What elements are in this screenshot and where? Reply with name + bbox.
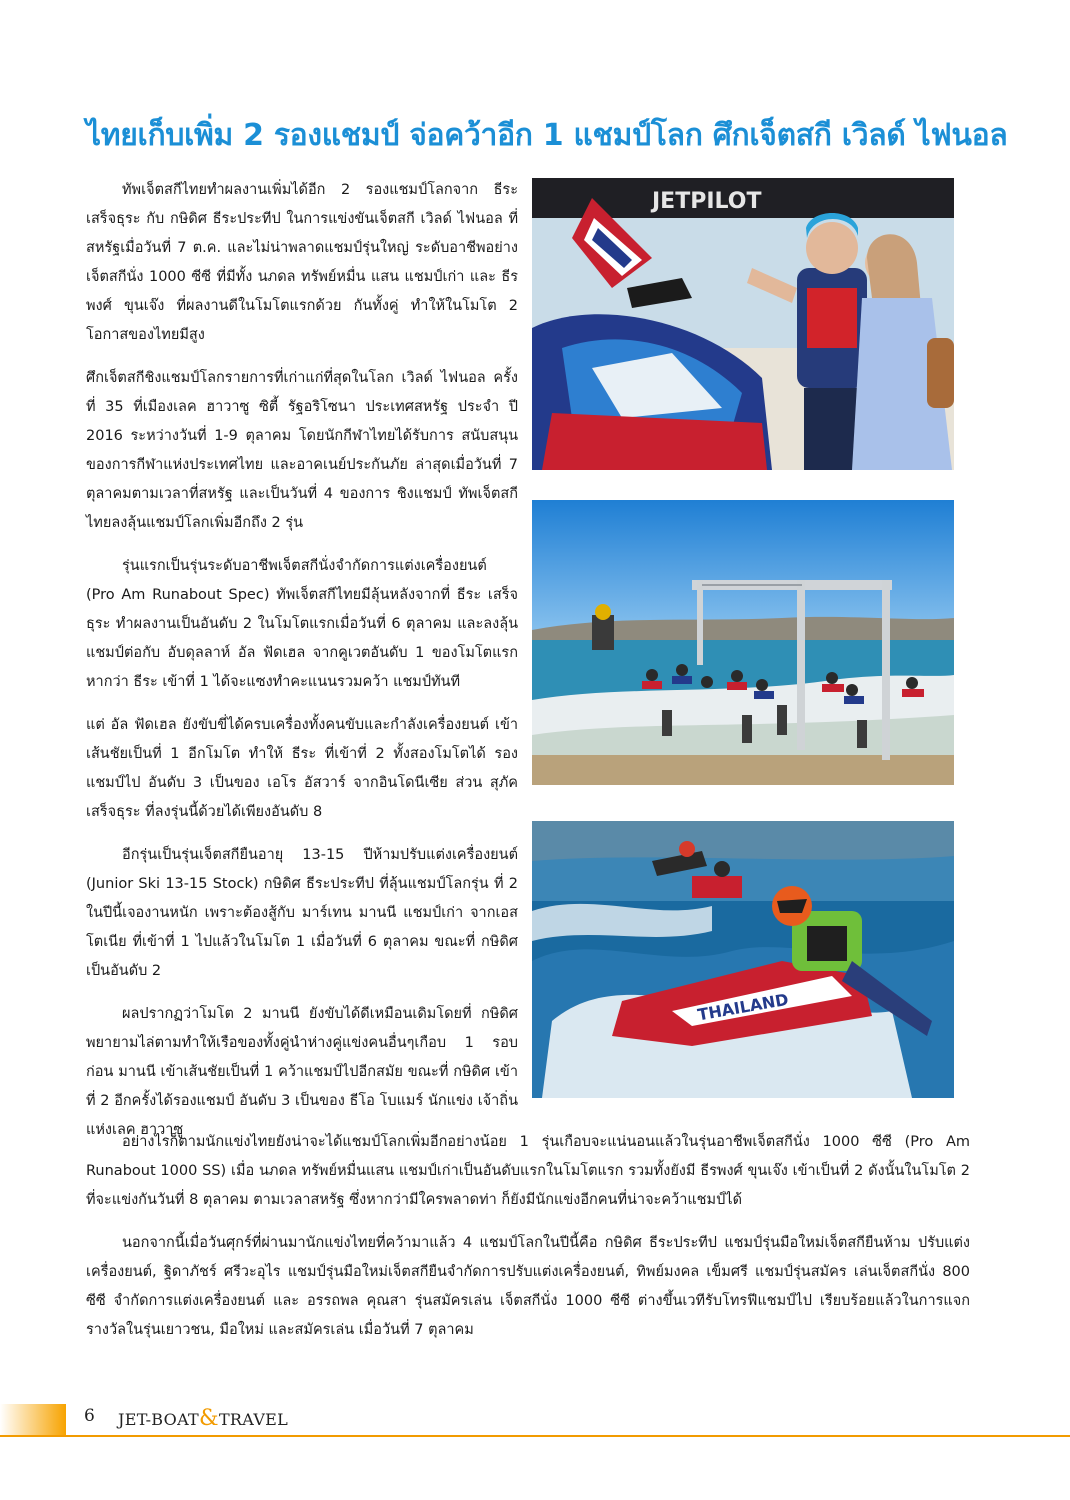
magazine-name xyxy=(118,1406,288,1431)
paragraph-junior-ski: อีกรุ่นเป็นรุ่นเจ็ตสกียืนอายุ 13-15 ปีห้ามปรับแต่งเครื่องยนต์ (Junior Ski 13-15 Stock) กษิดิศ ธีระประทีป ที่ลุ้นแชมป์โลกรุ่น ที่ 2 ในปีนี้เจองานหนัก เพราะต้องสู้กับ มาร์เทน มานนี แชมป์เก่า จากเอสโตเนีย ที่เข้าที่ 1 ไปแล้วในโมโต 1 เมื่อวันที่ 6 ตุลาคม ขณะที่ กษิดิศ เป็นอันดับ 2 xyxy=(86,847,518,979)
paragraph-world-champions: นอกจากนี้เมื่อวันศุกร์ที่ผ่านมานักแข่งไทยที่คว้ามาแล้ว 4 แชมป์โลกในปีนี้คือ กษิดิศ ธีระประทีป แชมป์รุ่นมือใหม่เจ็ตสกียืนห้าม ปรับแต่งเครื่องยนต์, ฐิดาภัชร์ ศรีวะอุไร แชมป์รุ่นมือใหม่เจ็ตสกียืนจำกัดการปรับแต่งเครื่องยนต์, ทิพย์มงคล เข็มศรี แชมป์รุ่นสมัคร เล่นเจ็ตสกีนั่ง 800 ซีซี จำกัดการแต่งเครื่องยนต์ และ อรรถพล คุณสา รุ่นสมัครเล่น เจ็ตสกีนั่ง 1000 ซีซี ต่างขึ้นเวทีรับโทรฟีแชมป์ไป เรียบร้อยแล้วในการแจกรางวัลในรุ่นเยาวชน, มือใหม่ และสมัครเล่น เมื่อวันที่ 7 ตุลาคม xyxy=(86,1235,970,1338)
paragraph-intro: ทัพเจ็ตสกีไทยทำผลงานเพิ่มได้อีก 2 รองแชมป์โลกจาก ธีระ เสร็จธุระ กับ กษิดิศ ธีระประทีป ในการแข่งขันเจ็ตสกี เวิลด์ ไฟนอล ที่สหรัฐเมื่อวันที่ 7 ต.ค. และไม่น่าพลาดแชมป์รุ่นใหญ่ ระดับอาชีพอย่าง เจ็ตสกีนั่ง 1000 ซีซี ที่มีทั้ง นภดล ทรัพย์หมื่น แสน แชมป์เก่า และ ธีรพงศ์ ขุนเจ๊ง ที่ผลงานดีในโมโตแรกด้วย กันทั้งคู่ ทำให้ในโมโต 2 โอกาสของไทยมีสูง xyxy=(86,182,518,343)
couple-selfie-illustration xyxy=(532,178,954,470)
page-title: ไทยเก็บเพิ่ม 2 รองแชมป์ จ่อคว้าอีก 1 แชมป์โลก ศึกเจ็ตสกี เวิลด์ ไฟนอล xyxy=(86,118,1008,153)
paragraph-event: ศึกเจ็ตสกีชิงแชมป์โลกรายการที่เก่าแก่ที่สุดในโลก เวิลด์ ไฟนอล ครั้งที่ 35 ที่เมืองเลค ฮาวาซู ซิตี้ รัฐอริโซนา ประเทศสหรัฐ ประจำ ปี 2016 ระหว่างวันที่ 1-9 ตุลาคม โดยนักกีฬาไทยได้รับการ สนับสนุนของการกีฬาแห่งประเทศไทย และอาคเนย์ประกันภัย ล่าสุดเมื่อวันที่ 7 ตุลาคมตามเวลาที่สหรัฐ และเป็นวันที่ 4 ของการ ชิงแชมป์ ทัพเจ็ตสกีไทยลงลุ้นแชมป์โลกเพิ่มอีกถึง 2 รุ่น xyxy=(86,370,518,531)
footer-rule xyxy=(0,1435,1070,1437)
jetski-racing-illustration xyxy=(532,821,954,1098)
race-start-gate-photo xyxy=(532,500,954,785)
paragraph-pro-am-spec: รุ่นแรกเป็นรุ่นระดับอาชีพเจ็ตสกีนั่งจำกัดการแต่งเครื่องยนต์ (Pro Am Runabout Spec) ทัพเจ็ตสกีไทยมีลุ้นหลังจากที่ ธีระ เสร็จธุระ ทำผลงานเป็นอันดับ 2 ในโมโตแรกเมื่อวันที่ 6 ตุลาคม และลงลุ้นแชมป์ต่อกับ อับดุลลาห์ อัล ฟัดเฮล จากคูเวตอันดับ 1 ของโมโตแรก หากว่า ธีระ เข้าที่ 1 ได้จะแซงทำคะแนนรวมคว้า แชมป์ทันที xyxy=(86,558,518,690)
paragraph-moto2: ผลปรากฏว่าโมโต 2 มานนี ยังขับได้ดีเหมือนเดิมโดยที่ กษิดิศ พยายามไล่ตามทำให้เรือของทั้งคู่นำห่างคู่แข่งคนอื่นๆเกือบ 1 รอบ ก่อน มานนี เข้าเส้นชัยเป็นที่ 1 คว้าแชมป์ไปอีกสมัย ขณะที่ กษิดิศ เข้าที่ 2 อีกครั้งได้รองแชมป์ อันดับ 3 เป็นของ ธีโอ โบแมร์ นักแข่ง เจ้าถิ่นแห่งเลค ฮาวาซู xyxy=(86,1006,518,1138)
footer-accent-bar xyxy=(0,1404,66,1436)
race-start-illustration xyxy=(532,500,954,785)
magazine-ampersand: & xyxy=(199,1406,219,1431)
tent-banner-text: JETPILOT xyxy=(652,189,762,214)
magazine-name-part1: JET-BOAT xyxy=(118,1410,200,1429)
jetski-racing-photo xyxy=(532,821,954,1098)
paragraph-pro-am-1000: อย่างไรก็ตามนักแข่งไทยยังน่าจะได้แชมป์โลกเพิ่มอีกอย่างน้อย 1 รุ่นเกือบจะแน่นอนแล้วในรุ่นอาชีพเจ็ตสกีนั่ง 1000 ซีซี (Pro Am Runabout 1000 SS) เมื่อ นภดล ทรัพย์หมื่นแสน แชมป์เก่าเป็นอันดับแรกในโมโตแรก รวมทั้งยังมี ธีรพงศ์ ขุนเจ๊ง เข้าเป็นที่ 2 ดังนั้นในโมโต 2 ที่จะแข่งกันวันที่ 8 ตุลาคม ตามเวลาสหรัฐ ซึ่งหากว่ามีใครพลาดท่า ก็ยังมีนักแข่งอีกคนที่น่าจะคว้าแชมป์ได้ xyxy=(86,1134,970,1208)
magazine-name-part2: TRAVEL xyxy=(218,1410,289,1429)
hull-text: THAILAND xyxy=(696,989,790,1025)
article-column xyxy=(86,176,518,1159)
page-number: 6 xyxy=(84,1406,95,1426)
couple-selfie-photo xyxy=(532,178,954,470)
paragraph-result: แต่ อัล ฟัดเฮล ยังขับขี่ได้ครบเครื่องทั้งคนขับและกำลังเครื่องยนต์ เข้าเส้นชัยเป็นที่ 1 อีกโมโต ทำให้ ธีระ ที่เข้าที่ 2 ทั้งสองโมโตได้ รองแชมป์ไป อันดับ 3 เป็นของ เอโร อัสวาร์ จากอินโดนีเซีย ส่วน สุภัค เสร็จธุระ ที่ลงรุ่นนี้ด้วยได้เพียงอันดับ 8 xyxy=(86,717,518,820)
article-full-width xyxy=(86,1128,970,1359)
